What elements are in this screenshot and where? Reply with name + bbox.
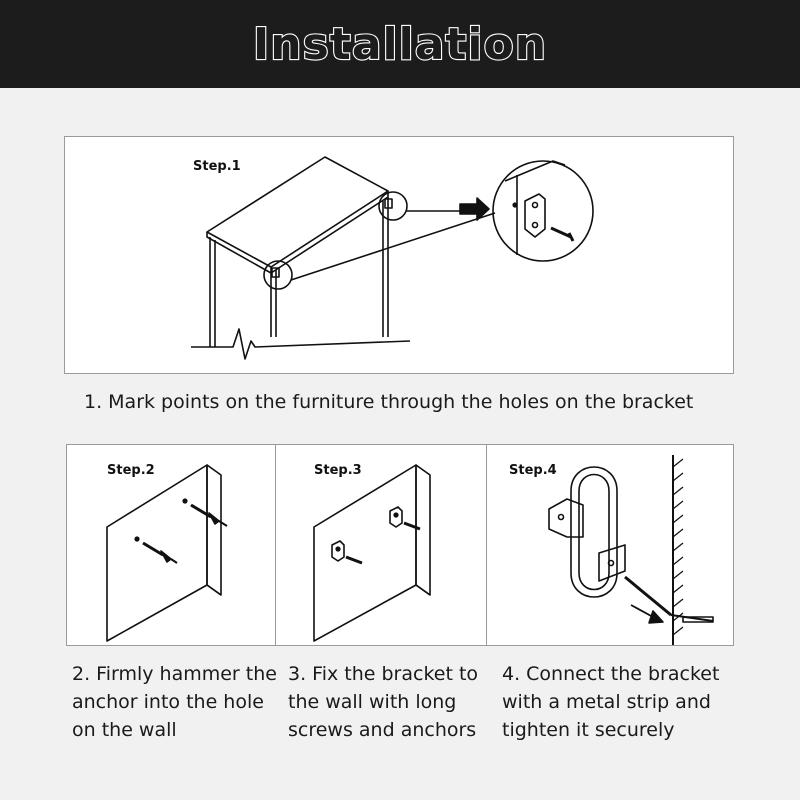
step-1-illustration — [65, 137, 735, 375]
step-4-panel — [486, 444, 734, 646]
step-1-label: Step.1 — [193, 159, 241, 174]
step-2-caption: 2. Firmly hammer the anchor into the hole on the wall — [72, 663, 277, 741]
step-4-illustration — [487, 445, 735, 647]
header-bar — [0, 0, 800, 88]
step-2-panel — [66, 444, 276, 646]
step-4-caption: 4. Connect the bracket with a metal strip and tighten it securely — [502, 663, 720, 741]
step-2-label: Step.2 — [107, 463, 155, 478]
step-1-caption: 1. Mark points on the furniture through the holes on the bracket — [84, 391, 694, 413]
step-3-panel — [275, 444, 487, 646]
step-3-label: Step.3 — [314, 463, 362, 478]
page-title: Installation — [252, 18, 548, 70]
step-3-caption: 3. Fix the bracket to the wall with long screws and anchors — [288, 663, 479, 741]
step-4-label: Step.4 — [509, 463, 557, 478]
step-3-illustration — [276, 445, 488, 647]
step-1-panel — [64, 136, 734, 374]
step-2-illustration — [67, 445, 277, 647]
